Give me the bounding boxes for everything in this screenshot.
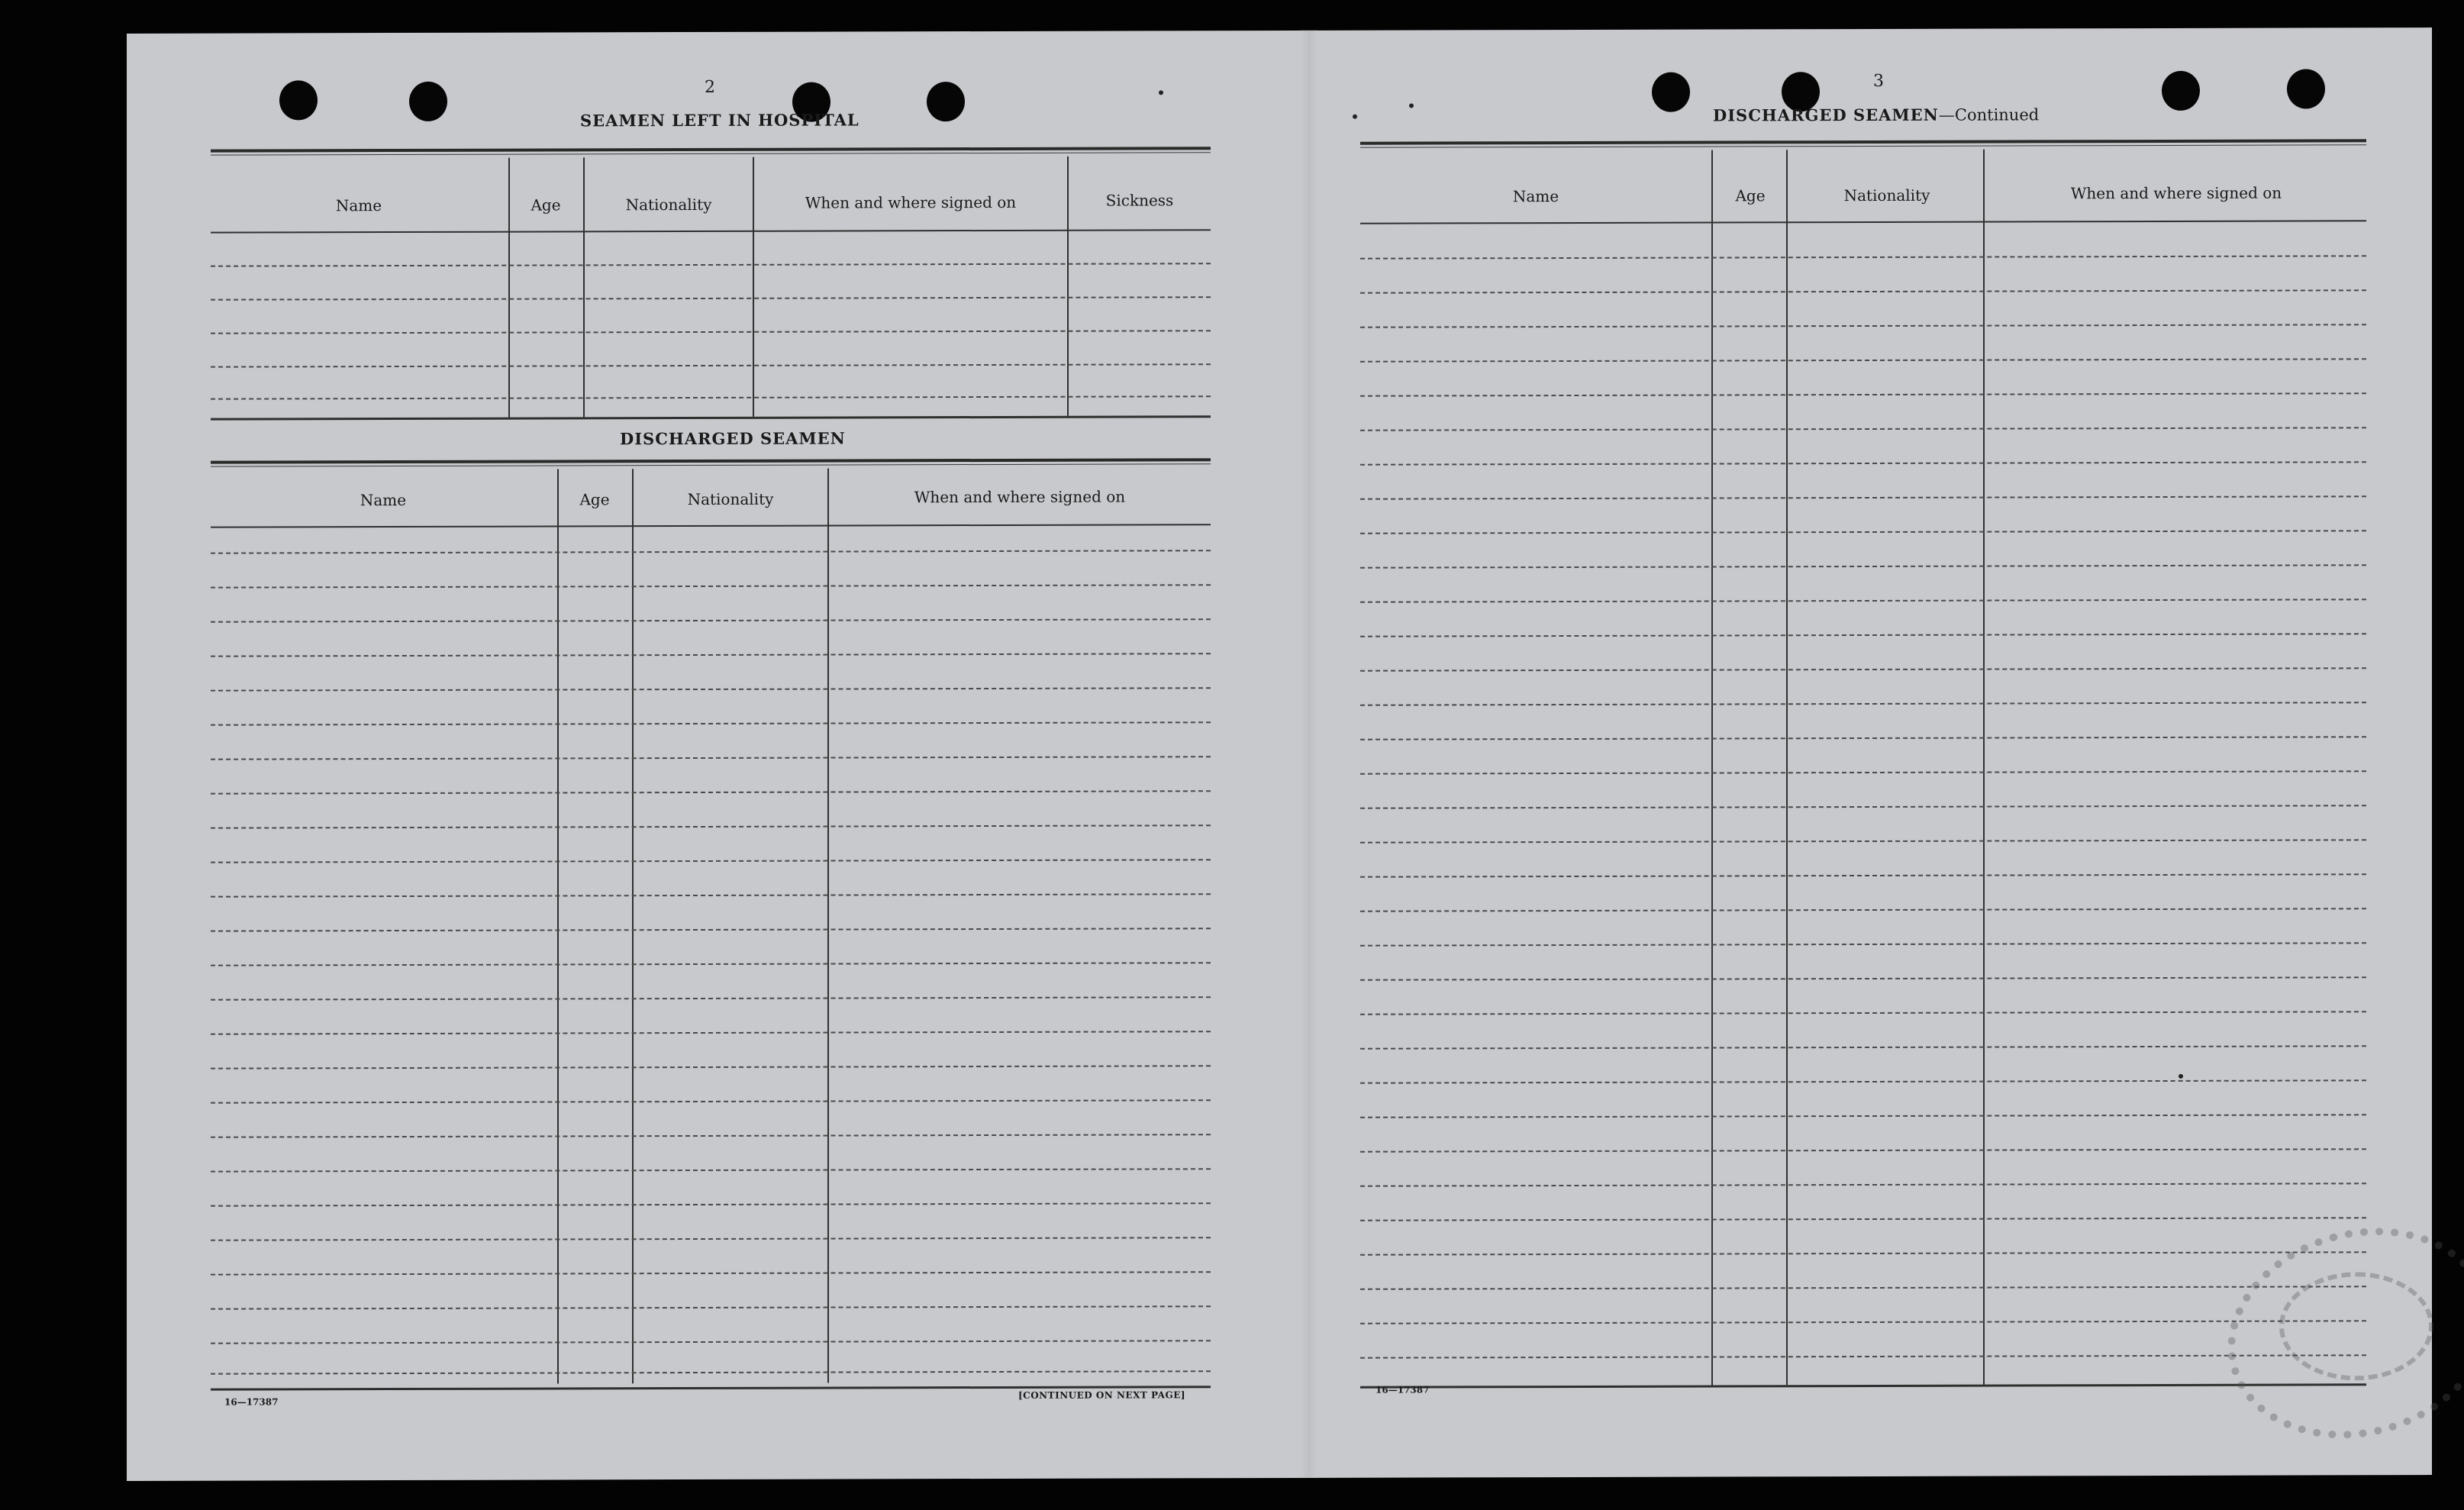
punch-hole [927,82,965,121]
ink-speck [1353,115,1357,119]
table-row [211,687,1211,691]
column-divider [557,469,559,1383]
table-top-rule [1360,144,2366,147]
discharged-table-right [1360,139,2366,1408]
column-header-name: Name [360,490,407,510]
column-header-age: Age [1735,186,1766,205]
table-row [211,395,1211,399]
discharged-continued-title [1713,105,2039,124]
punch-hole [2162,71,2200,111]
column-header-signed-on: When and where signed on [805,192,1017,212]
column-divider [1711,150,1713,1386]
column-header-age: Age [531,195,561,215]
column-divider [827,469,829,1383]
table-row [211,756,1211,760]
table-row [1360,392,2366,396]
column-divider [508,158,510,418]
table-row [211,790,1211,794]
table-top-rule [211,147,1211,152]
table-top-rule [211,458,1211,463]
table-row [1360,461,2366,465]
table-row [1360,1217,2366,1221]
hospital-section-title: SEAMEN LEFT IN HOSPITAL [580,110,859,131]
table-row [211,1305,1211,1309]
punch-hole [279,80,318,120]
table-row [1360,530,2366,534]
hospital-table [211,147,1211,442]
table-row [1360,908,2366,911]
table-row [1360,324,2366,327]
column-divider [632,469,634,1383]
table-row [1360,599,2366,602]
table-row [1360,358,2366,362]
table-row [211,1168,1211,1172]
table-row [211,824,1211,828]
table-row [1360,564,2366,568]
table-row [1360,1286,2366,1289]
table-row [211,1340,1211,1344]
header-rule [211,229,1211,233]
table-row [1360,1045,2366,1049]
table-row [1360,702,2366,705]
column-header-signed-on: When and where signed on [914,487,1126,507]
faded-stamp-inner [2279,1272,2433,1381]
column-header-nationality: Nationality [625,195,712,215]
table-row [1360,805,2366,808]
table-row [211,1065,1211,1069]
table-row [1360,1148,2366,1152]
column-divider [1067,156,1069,416]
table-row [1360,1079,2366,1083]
ink-speck [2179,1074,2183,1079]
column-header-name: Name [335,196,382,215]
column-header-age: Age [579,490,610,509]
table-row [1360,942,2366,946]
table-row [211,618,1211,622]
table-row [1360,667,2366,671]
table-row [1360,736,2366,740]
punch-hole [1652,73,1690,112]
table-row [211,1134,1211,1137]
punch-hole [2287,69,2325,108]
column-header-nationality: Nationality [1843,186,1930,205]
table-row [1360,1251,2366,1255]
table-row [1360,873,2366,877]
table-row [211,996,1211,1000]
form-number-right: 16—17387 [1376,1384,1430,1395]
table-row [211,1370,1211,1374]
column-divider [1983,150,1985,1385]
table-row [211,893,1211,897]
table-row [211,653,1211,657]
table-row [211,928,1211,931]
column-divider [753,157,754,417]
table-row [1360,1114,2366,1118]
table-row [1360,770,2366,774]
table-row [211,721,1211,725]
column-header-sickness: Sickness [1105,191,1174,210]
table-row [1360,289,2366,293]
table-row [1360,427,2366,431]
section-title-main: DISCHARGED SEAMEN [1713,105,1939,125]
table-row [211,1031,1211,1034]
page-number-left: 2 [705,77,715,97]
table-row [211,363,1211,367]
header-rule [211,524,1211,528]
table-row [211,962,1211,966]
column-header-name: Name [1512,187,1559,206]
table-row [1360,495,2366,499]
table-row [211,1202,1211,1206]
column-divider [1786,150,1788,1385]
table-row [1360,1320,2366,1324]
column-divider [583,157,585,417]
punch-hole [409,82,447,121]
header-rule [1360,220,2366,224]
table-top-rule [211,463,1211,466]
table-row [211,330,1211,334]
table-row [211,1099,1211,1103]
column-header-nationality: Nationality [687,489,774,509]
continued-note: [CONTINUED ON NEXT PAGE] [1018,1389,1186,1401]
ink-speck [1409,104,1414,108]
page-number-right: 3 [1873,71,1884,91]
form-number-left: 16—17387 [224,1396,279,1408]
table-row [211,550,1211,553]
table-row [1360,839,2366,843]
table-bottom-rule [1360,1383,2366,1388]
table-row [1360,976,2366,980]
table-bottom-rule [211,415,1211,420]
center-fold [1301,31,1317,1478]
table-row [211,296,1211,300]
table-row [1360,255,2366,259]
discharged-table-left [211,458,1211,1415]
table-row [1360,1183,2366,1186]
table-top-rule [1360,139,2366,144]
section-title-suffix: —Continued [1938,105,2040,124]
table-row [211,859,1211,863]
table-row [211,1237,1211,1241]
table-row [211,263,1211,266]
table-row [1360,1354,2366,1358]
ink-speck [1159,90,1163,95]
document-spread [127,27,2432,1481]
table-top-rule [211,152,1211,155]
discharged-section-title: DISCHARGED SEAMEN [620,428,846,449]
table-row [1360,633,2366,637]
table-row [211,1271,1211,1275]
column-header-signed-on: When and where signed on [2070,183,2282,203]
table-row [1360,1011,2366,1015]
table-row [211,584,1211,588]
